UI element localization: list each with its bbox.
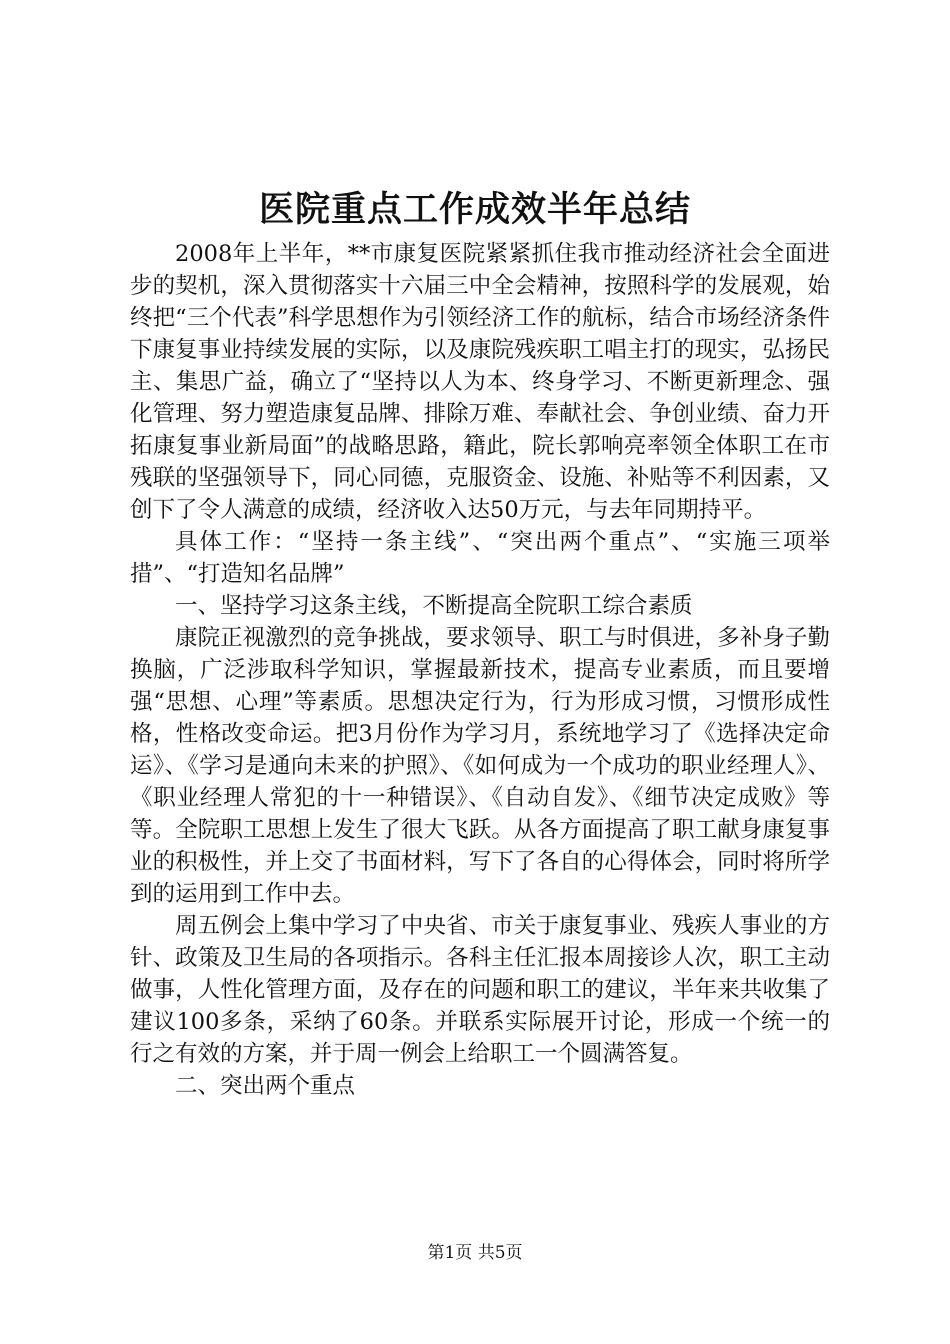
page-footer: 第1页 共5页 (427, 1243, 523, 1263)
document-title: 医院重点工作成效半年总结 (258, 189, 691, 230)
paragraph-weekly-meeting: 周五例会上集中学习了中央省、市关于康复事业、残疾人事业的方针、政策及卫生局的各项指示。各科主任汇报本周接诊人次，职工主动做事，人性化管理方面，及存在的问题和职工的建议，半年来共收集了建议100多条，采纳了60条。并联系实际展开讨论，形成一个统一的行之有效的方案，并于周一例会上给职工一个圆满答复。 (130, 913, 830, 1067)
document-body (130, 238, 830, 1102)
section-heading-2: 二、突出两个重点 (175, 1073, 356, 1099)
paragraph-intro: 2008年上半年，**市康复医院紧紧抓住我市推动经济社会全面进步的契机，深入贯彻落实十六届三中全会精神，按照科学的发展观，始终把“三个代表”科学思想作为引领经济工作的航标，结合市场经济条件下康复事业持续发展的实际，以及康院残疾职工唱主打的现实，弘扬民主、集思广益，确立了“坚持以人为本、终身学习、不断更新理念、强化管理、努力塑造康复品牌、排除万难、奉献社会、争创业绩、奋力开拓康复事业新局面”的战略思路，籍此，院长郭响亮率领全体职工在市残联的坚强领导下，同心同德，克服资金、设施、补贴等不利因素，又创下了令人满意的成绩，经济收入达50万元，与去年同期持平。 (130, 241, 830, 523)
paragraph-specific-work: 具体工作：“坚持一条主线”、“突出两个重点”、“实施三项举措”、“打造知名品牌” (130, 529, 830, 587)
section-heading-1: 一、坚持学习这条主线，不断提高全院职工综合素质 (175, 593, 693, 619)
paragraph-study: 康院正视激烈的竞争挑战，要求领导、职工与时俱进，多补身子勤换脑，广泛涉取科学知识，掌握最新技术，提高专业素质，而且要增强“思想、心理”等素质。思想决定行为，行为形成习惯，习惯形成性格，性格改变命运。把3月份作为学习月，系统地学习了《选择决定命运》、《学习是通向未来的护照》、《如何成为一个成功的职业经理人》、《职业经理人常犯的十一种错误》、《自动自发》、《细节决定成败》等等。全院职工思想上发生了很大飞跃。从各方面提高了职工献身康复事业的积极性，并上交了书面材料，写下了各自的心得体会，同时将所学到的运用到工作中去。 (130, 625, 830, 907)
